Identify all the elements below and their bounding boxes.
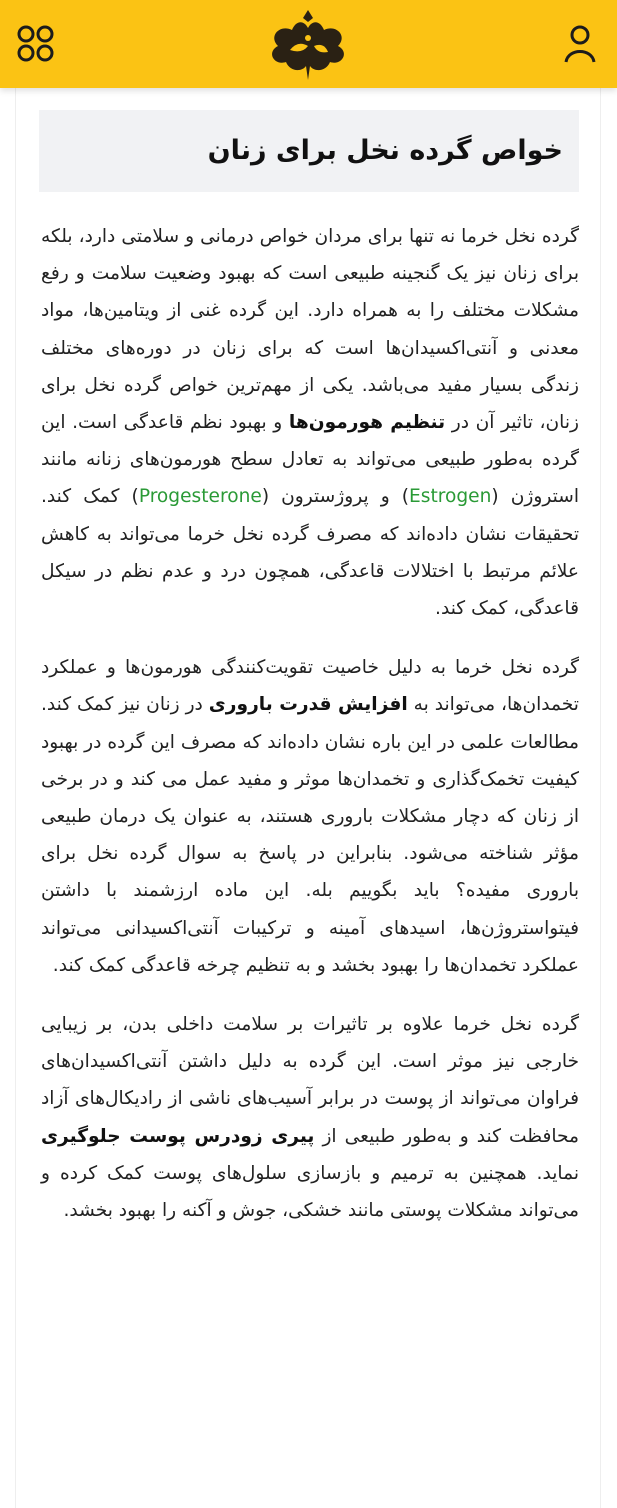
bold-text: افزایش قدرت باروری [208,694,408,716]
top-header [0,0,617,88]
text: در زنان نیز کمک کند. مطالعات علمی در این باره نشان داده‌اند که مصرف این گرده در بهبود کیفیت تخمک‌گذاری و تخمدان‌ها موثر و مفید عمل می کند و در برخی از زنان که دچار مشکلات باروری هستند، به عنوان یک درمان طبیعی مؤثر شناخته می‌شود. بنابراین در پاسخ به سوال گرده نخل برای باروری مفیده؟ باید بگوییم بله. این ماده ارزشمند با داشتن فیتواستروژن‌ها، اسیدهای آمینه و ترکیبات آنتی‌اکسیدانی می‌تواند عملکرد تخمدان‌ها را بهبود بخشد و به تنظیم چرخه قاعدگی کمک کند. [41,694,579,976]
progesterone-link[interactable]: Progesterone [138,486,262,508]
article-title: خواص گرده نخل برای زنان [207,135,563,166]
paragraph-3 [41,1006,579,1229]
grid-menu-icon[interactable] [16,24,56,64]
text: ) کمک کند. تحقیقات نشان داده‌اند که مصرف گرده نخل خرما می‌تواند به کاهش علائم مرتبط با اختلالات قاعدگی، همچون درد و عدم نظم در سیکل قاعدگی، کمک کند. [41,486,579,620]
brand-logo[interactable] [258,6,358,82]
article-title-box [39,110,579,192]
text: گرده نخل خرما علاوه بر تاثیرات بر سلامت داخلی بدن، بر زیبایی خارجی نیز موثر است. این گرده به دلیل داشتن آنتی‌اکسیدان‌های فراوان می‌تواند از پوست در برابر آسیب‌های ناشی از رادیکال‌های آزاد محافظت کند و به‌طور طبیعی از [41,1014,579,1147]
bold-text: تنظیم هورمون‌ها [288,412,446,434]
estrogen-link[interactable]: Estrogen [409,486,492,508]
article-body [41,218,579,1251]
text: گرده نخل خرما نه تنها برای مردان خواص درمانی و سلامتی دارد، بلکه برای زنان نیز یک گنجینه طبیعی است که بهبود وضعیت سلامت و رفع مشکلات مختلف را به همراه دارد. این گرده غنی از ویتامین‌ها، مواد معدنی و آنتی‌اکسیدان‌ها است که برای زنان در دوره‌های مختلف زندگی بسیار مفید می‌باشد. یکی از مهم‌ترین خواص گرده نخل برای زنان، تاثیر آن در [41,226,579,434]
paragraph-1 [41,218,579,627]
text: ) و پروژسترون ( [261,486,410,508]
article-card [15,88,601,1508]
text: گرده نخل خرما به دلیل خاصیت تقویت‌کنندگی هورمون‌ها و عملکرد تخمدان‌ها، می‌تواند به [41,657,579,716]
paragraph-2 [41,649,579,984]
bold-text: پیری زودرس پوست جلوگیری [41,1125,315,1147]
text: و بهبود نظم قاعدگی است. این گرده به‌طور طبیعی می‌تواند به تعادل سطح هورمون‌های زنانه مانند استروژن ( [41,412,579,508]
user-account-icon[interactable] [563,24,597,64]
text: نماید. همچنین به ترمیم و بازسازی سلول‌های پوست کمک کرده و می‌تواند مشکلات پوستی مانند خشکی، جوش و آکنه را بهبود بخشد. [41,1162,579,1222]
